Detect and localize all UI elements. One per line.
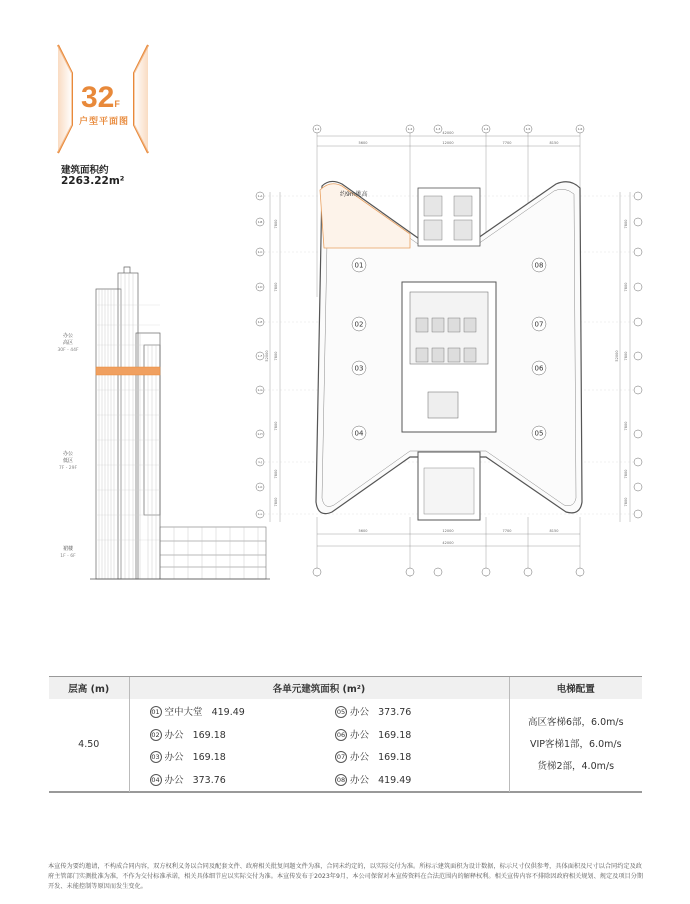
dim-bottom-3: 7700: [502, 529, 512, 533]
unit-num: 08: [336, 776, 346, 784]
unit-row-05: [319, 699, 509, 723]
unit-num: 06: [336, 731, 346, 740]
header-elevator: 电梯配置: [509, 677, 642, 699]
header-unit-area: 各单元建筑面积 (m²): [129, 677, 509, 699]
unit-num: 04: [151, 776, 160, 784]
elevator-line-3: 货梯2部，4.0m/s: [537, 760, 615, 772]
unit-name: 办公: [164, 729, 184, 741]
zone-low: [52, 451, 84, 472]
unit-area: 169.18: [378, 729, 412, 741]
grid-top-4: 1-4: [483, 127, 489, 131]
unit-area: 169.18: [192, 751, 226, 763]
spec-table: [49, 677, 642, 792]
dim-bottom-1: 5600: [358, 529, 368, 533]
unit-name: 空中大堂: [164, 706, 203, 718]
unit-06-label: 06: [534, 364, 544, 373]
table-header-row: [49, 677, 642, 699]
zone-podium-name: 裙楼: [62, 546, 73, 552]
badge-subtitle: 户型平面图: [78, 117, 129, 127]
grid-left-11: 1-L: [257, 512, 263, 516]
area-label: 建筑面积约: [61, 165, 109, 176]
unit-area: 373.76: [192, 774, 226, 786]
dim-bottom-2: 12000: [442, 529, 454, 533]
dim-right-5: 7800: [624, 469, 628, 479]
table-top-rule: [49, 676, 642, 677]
unit-num: 01: [151, 708, 160, 717]
dim-left-5: 7800: [274, 469, 278, 479]
dim-top-1: 5600: [358, 141, 368, 145]
dim-left-6: 7800: [274, 497, 278, 507]
zone-high: [52, 333, 84, 354]
unit-name: 办公: [350, 729, 370, 741]
disclaimer-text: 本宣传为要约邀请，不构成合同内容，双方权利义务以合同及配套文件、政府相关批复问题文件为准，合同未约定的，以实际交付为准。所标示建筑面积为设计数据，标示尺寸仅供参考，具体面积及尺寸以合同约定及政府主管部门实测批准为准，不作为交付标准承诺，相关具体细节应以实际交付为准。本宣传发布于2023年9月，本公司保留对本宣传资料在合法范围内的解释权利。相关宣传内容不排除因政府相关规划、规定及项目分期开发、未能控制等原因而发生变化。: [48, 863, 644, 890]
header-floor-height: 层高 (m): [49, 677, 129, 699]
unit-name: 办公: [350, 774, 370, 786]
grid-left-1: 1-A: [257, 194, 263, 198]
grid-left-10: 1-K: [257, 485, 263, 489]
elevator-line-2: VIP客梯1部，6.0m/s: [529, 738, 622, 750]
dim-right-3: 7800: [624, 351, 628, 361]
dim-right-4: 7800: [624, 421, 628, 431]
unit-name: 办公: [164, 751, 184, 763]
unit-04-label: 04: [354, 429, 364, 438]
dim-top-total: 42000: [442, 131, 454, 135]
floor-badge: [54, 43, 152, 155]
floor-plan: [250, 122, 650, 582]
unit-08-label: 08: [534, 261, 544, 270]
building-elevation: [90, 265, 270, 583]
grid-left-7: 1-G: [257, 388, 263, 392]
grid-top-1: 1-1: [314, 127, 320, 131]
dim-top-3: 7700: [502, 141, 512, 145]
unit-area: 169.18: [192, 729, 226, 741]
grid-left-5: 1-E: [257, 320, 263, 324]
elevator-line-1: 高区客梯6部，6.0m/s: [527, 716, 624, 728]
unit-row-08: [319, 767, 509, 791]
zone-podium-range: 1F - 6F: [60, 554, 76, 559]
floor-height-value: 4.50: [49, 699, 129, 791]
dim-top-4: 8150: [549, 141, 559, 145]
floor-number: 32: [81, 81, 115, 114]
dim-left-1: 7800: [274, 219, 278, 229]
grid-left-2: 1-B: [257, 220, 263, 224]
zone-low-name: 办公 低区: [62, 451, 73, 464]
unit-num: 03: [151, 753, 160, 762]
zone-high-name: 办公 高区: [62, 333, 73, 346]
unit-02-label: 02: [354, 320, 364, 329]
grid-left-3: 1-C: [257, 250, 263, 254]
dim-left-4: 7800: [274, 421, 278, 431]
grid-left-6: 1-F: [257, 354, 263, 358]
unit-num: 05: [336, 708, 346, 717]
dim-left-total: 52000: [265, 350, 269, 362]
unit-row-07: [319, 745, 509, 767]
atrium-annotation: 约9m挑高: [340, 191, 368, 198]
dim-right-6: 7800: [624, 497, 628, 507]
zone-high-range: 30F - 44F: [57, 348, 79, 353]
unit-07-label: 07: [534, 320, 544, 329]
zone-podium: [52, 546, 84, 560]
unit-05-label: 05: [534, 429, 544, 438]
unit-name: 办公: [164, 774, 184, 786]
area-value: 2263.22m²: [61, 175, 125, 187]
dim-left-2: 7800: [274, 282, 278, 292]
dim-right-total: 52000: [615, 350, 619, 362]
unit-name: 办公: [350, 706, 370, 718]
unit-03-label: 03: [354, 364, 364, 373]
grid-top-3: 1-3: [435, 127, 441, 131]
unit-row-01: [129, 699, 319, 723]
dim-right-1: 7800: [624, 219, 628, 229]
dim-bottom-total: 42000: [442, 541, 454, 545]
grid-top-5: 1-5: [525, 127, 531, 131]
table-row: [49, 699, 642, 723]
dim-bottom-4: 8150: [549, 529, 559, 533]
unit-area: 169.18: [378, 751, 412, 763]
zone-low-range: 7F - 29F: [58, 466, 78, 471]
dim-top-2: 12000: [442, 141, 454, 145]
unit-row-02: [129, 723, 319, 745]
floor-suffix: F: [114, 99, 120, 109]
unit-num: 02: [151, 731, 160, 740]
grid-top-2: 1-2: [407, 127, 413, 131]
unit-row-06: [319, 723, 509, 745]
dim-left-3: 7800: [274, 351, 278, 361]
unit-name: 办公: [350, 751, 370, 763]
grid-left-4: 1-D: [257, 285, 263, 289]
dim-right-2: 7800: [624, 282, 628, 292]
unit-row-03: [129, 745, 319, 767]
unit-num: 07: [336, 753, 346, 762]
elevator-config: [509, 699, 642, 791]
grid-top-6: 1-6: [577, 127, 583, 131]
grid-left-9: 1-J: [258, 460, 262, 464]
grid-left-8: 1-H: [257, 432, 263, 436]
unit-area: 419.49: [378, 774, 412, 786]
unit-area: 373.76: [378, 706, 412, 718]
table-bottom-rule: [49, 792, 642, 793]
unit-area: 419.49: [211, 706, 245, 718]
unit-01-label: 01: [354, 261, 364, 270]
unit-row-04: [129, 767, 319, 791]
